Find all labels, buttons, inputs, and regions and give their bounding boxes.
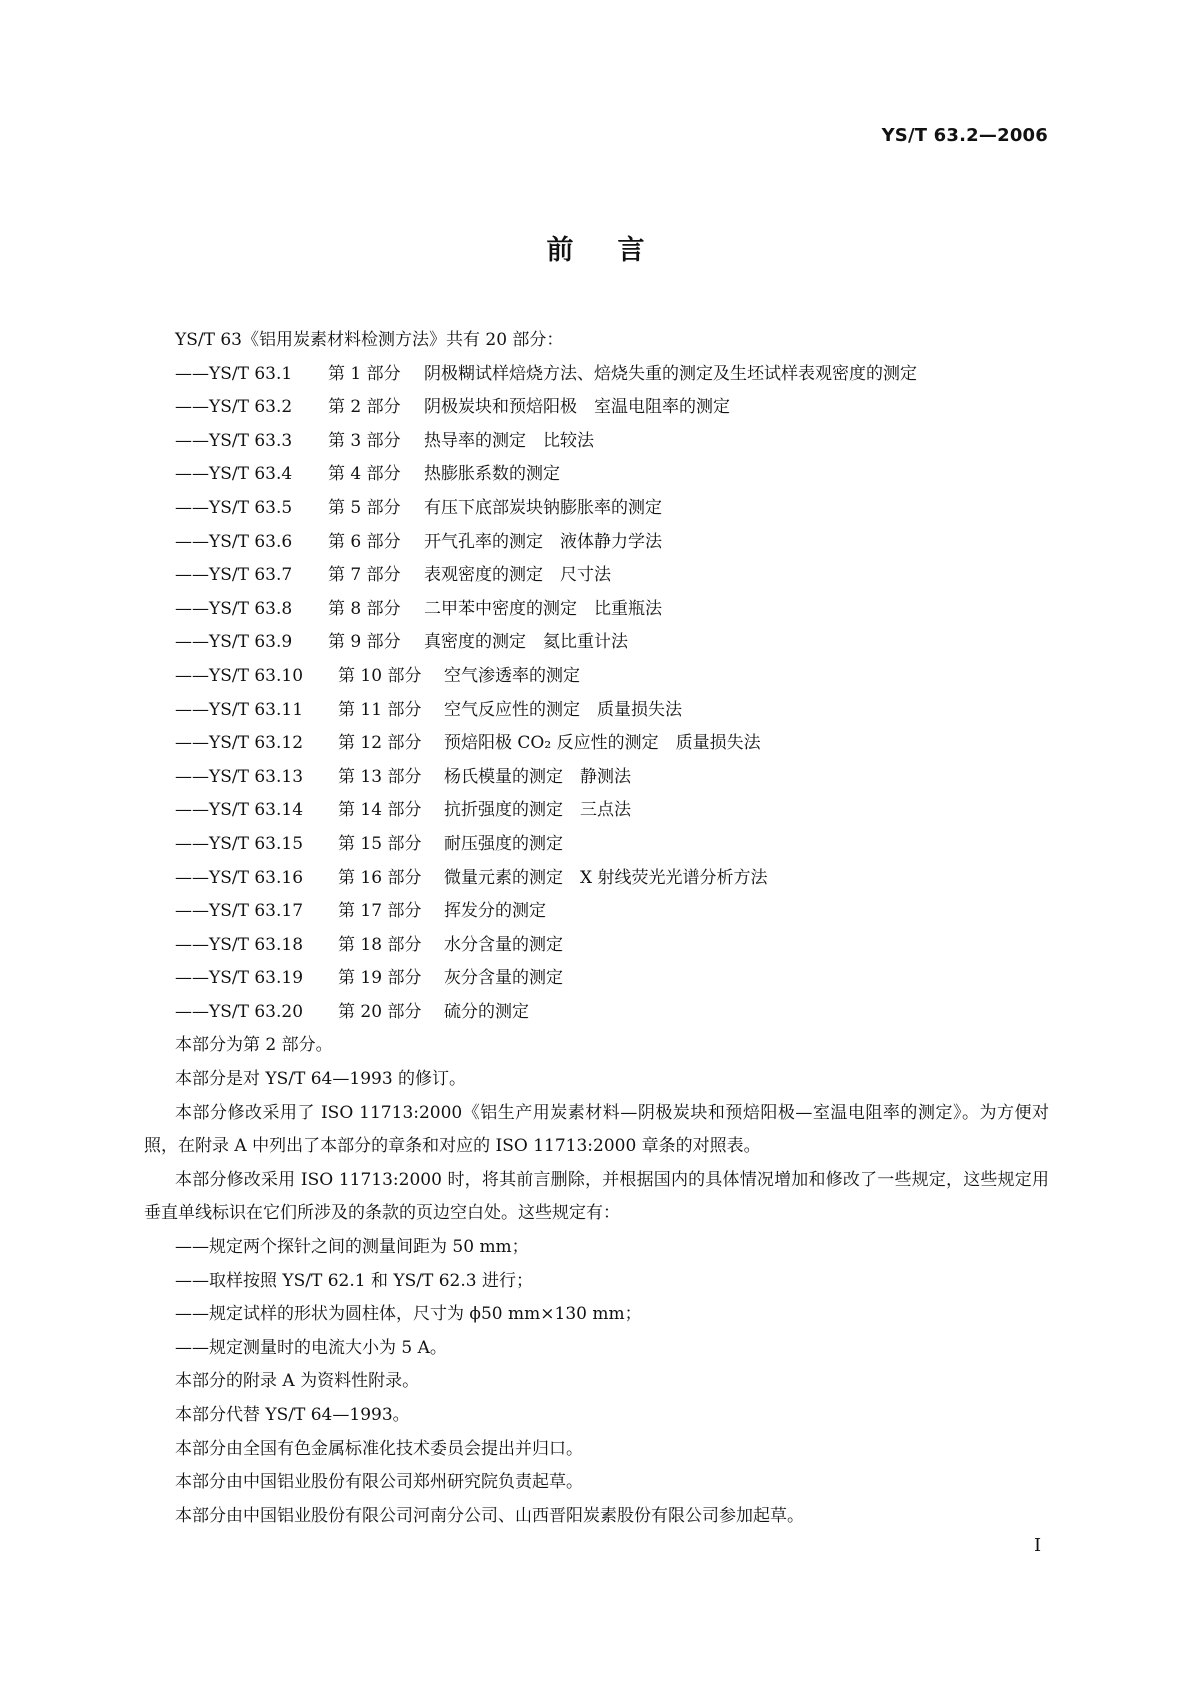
- part-code: ——YS/T 63.7: [175, 565, 293, 586]
- part-number: 第 11 部分: [338, 699, 422, 720]
- part-title: 真密度的测定 氦比重计法: [424, 632, 628, 653]
- part-title: 水分含量的测定: [444, 934, 563, 955]
- part-code: ——YS/T 63.3: [175, 430, 293, 451]
- part-title: 抗折强度的测定 三点法: [444, 800, 631, 821]
- list-item: [144, 626, 1049, 660]
- part-title: 开气孔率的测定 液体静力学法: [424, 531, 662, 552]
- part-code: ——YS/T 63.15: [175, 833, 304, 854]
- part-number: 第 13 部分: [338, 766, 422, 787]
- part-number: 第 16 部分: [338, 867, 422, 888]
- rule-item: ——规定试样的形状为圆柱体，尺寸为 ϕ50 mm×130 mm；: [175, 1304, 642, 1325]
- list-item: [144, 526, 1049, 560]
- annex-statement: 本部分的附录 A 为资料性附录。: [175, 1371, 420, 1392]
- standard-code: YS/T 63.2—2006: [881, 125, 1048, 146]
- revision-statement: 本部分是对 YS/T 64—1993 的修订。: [175, 1069, 467, 1090]
- list-item: [144, 492, 1049, 526]
- page-title: 前言: [546, 235, 689, 266]
- part-number: 第 12 部分: [338, 733, 422, 754]
- list-item: [144, 358, 1049, 392]
- part-title: 杨氏模量的测定 静测法: [444, 766, 631, 787]
- list-item: [144, 828, 1049, 862]
- part-number: 第 9 部分: [328, 632, 401, 653]
- part-title: 阴极糊试样焙烧方法、焙烧失重的测定及生坯试样表观密度的测定: [424, 363, 917, 384]
- part-title: 表观密度的测定 尺寸法: [424, 565, 611, 586]
- part-number: 第 10 部分: [338, 665, 422, 686]
- part-code: ——YS/T 63.14: [175, 800, 304, 821]
- replaces-statement: 本部分代替 YS/T 64—1993。: [175, 1405, 410, 1425]
- part-code: ——YS/T 63.13: [175, 766, 304, 787]
- participants-statement: 本部分由中国铝业股份有限公司河南分公司、山西晋阳炭素股份有限公司参加起草。: [175, 1505, 804, 1526]
- part-title: 挥发分的测定: [444, 901, 546, 922]
- list-item: [144, 895, 1049, 929]
- part-title: 热导率的测定 比较法: [424, 430, 594, 451]
- part-title: 硫分的测定: [444, 1001, 529, 1022]
- part-code: ——YS/T 63.12: [175, 733, 304, 754]
- parts-list: [144, 358, 1049, 1030]
- part-number: 第 15 部分: [338, 833, 422, 854]
- part-code: ——YS/T 63.20: [175, 1001, 304, 1022]
- part-number: 第 5 部分: [328, 497, 401, 518]
- list-item: [144, 794, 1049, 828]
- part-number: 第 8 部分: [328, 598, 401, 619]
- adoption-paragraph: 本部分修改采用了 ISO 11713:2000《铝生产用炭素材料—阴极炭块和预焙阳极—室温电阻率的测定》。为方便对照，在附录 A 中列出了本部分的章条和对应的 ISO 11713:2000 章条的对照表。: [144, 1102, 1049, 1157]
- part-title: 微量元素的测定 X 射线荧光光谱分析方法: [444, 867, 768, 888]
- part-code: ——YS/T 63.9: [175, 632, 293, 653]
- part-code: ——YS/T 63.19: [175, 968, 304, 989]
- part-code: ——YS/T 63.16: [175, 867, 304, 888]
- part-number: 第 3 部分: [328, 430, 401, 451]
- proposed-by-statement: 本部分由全国有色金属标准化技术委员会提出并归口。: [175, 1438, 583, 1459]
- list-item: [144, 660, 1049, 694]
- list-item: [144, 425, 1049, 459]
- list-item: [144, 694, 1049, 728]
- part-number: 第 2 部分: [328, 397, 401, 418]
- part-code: ——YS/T 63.17: [175, 901, 304, 922]
- part-title: 阴极炭块和预焙阳极 室温电阻率的测定: [424, 397, 730, 418]
- part-code: ——YS/T 63.5: [175, 497, 293, 518]
- list-item: [144, 962, 1049, 996]
- rule-item: ——取样按照 YS/T 62.1 和 YS/T 62.3 进行；: [175, 1270, 533, 1291]
- drafted-by-statement: 本部分由中国铝业股份有限公司郑州研究院负责起草。: [175, 1472, 583, 1493]
- list-item: [144, 761, 1049, 795]
- part-title: 灰分含量的测定: [444, 968, 563, 989]
- part-number: 第 7 部分: [328, 565, 401, 586]
- part-number-statement: 本部分为第 2 部分。: [175, 1035, 333, 1056]
- list-item: [144, 727, 1049, 761]
- intro-line: YS/T 63《铝用炭素材料检测方法》共有 20 部分：: [175, 330, 564, 350]
- list-item: [144, 996, 1049, 1030]
- list-item: [144, 593, 1049, 627]
- part-title: 空气反应性的测定 质量损失法: [444, 699, 682, 720]
- part-title: 热膨胀系数的测定: [424, 464, 560, 485]
- list-item: [144, 929, 1049, 963]
- part-number: 第 20 部分: [338, 1001, 422, 1022]
- rule-item: ——规定测量时的电流大小为 5 A。: [175, 1337, 447, 1358]
- modification-paragraph: 本部分修改采用 ISO 11713:2000 时，将其前言删除，并根据国内的具体情况增加和修改了一些规定，这些规定用垂直单线标识在它们所涉及的条款的页边空白处。这些规定有：: [144, 1169, 1049, 1224]
- part-title: 预焙阳极 CO₂ 反应性的测定 质量损失法: [444, 733, 761, 754]
- part-number: 第 18 部分: [338, 934, 422, 955]
- part-title: 有压下底部炭块钠膨胀率的测定: [424, 497, 662, 518]
- part-code: ——YS/T 63.10: [175, 665, 304, 686]
- list-item: [144, 862, 1049, 896]
- list-item: [144, 458, 1049, 492]
- part-number: 第 17 部分: [338, 901, 422, 922]
- part-number: 第 14 部分: [338, 800, 422, 821]
- part-number: 第 19 部分: [338, 968, 422, 989]
- part-number: 第 6 部分: [328, 531, 401, 552]
- part-code: ——YS/T 63.8: [175, 598, 293, 619]
- part-title: 耐压强度的测定: [444, 833, 563, 854]
- part-code: ——YS/T 63.11: [175, 699, 304, 720]
- rule-item: ——规定两个探针之间的测量间距为 50 mm；: [175, 1237, 529, 1258]
- part-number: 第 4 部分: [328, 464, 401, 485]
- part-code: ——YS/T 63.1: [175, 363, 293, 384]
- part-title: 二甲苯中密度的测定 比重瓶法: [424, 598, 662, 619]
- part-code: ——YS/T 63.4: [175, 464, 293, 485]
- foreword-body: [144, 324, 1049, 1533]
- part-number: 第 1 部分: [328, 363, 401, 384]
- part-code: ——YS/T 63.2: [175, 397, 293, 418]
- part-code: ——YS/T 63.6: [175, 531, 293, 552]
- part-code: ——YS/T 63.18: [175, 934, 304, 955]
- part-title: 空气渗透率的测定: [444, 665, 580, 686]
- list-item: [144, 559, 1049, 593]
- list-item: [144, 391, 1049, 425]
- page-number: I: [1034, 1535, 1042, 1556]
